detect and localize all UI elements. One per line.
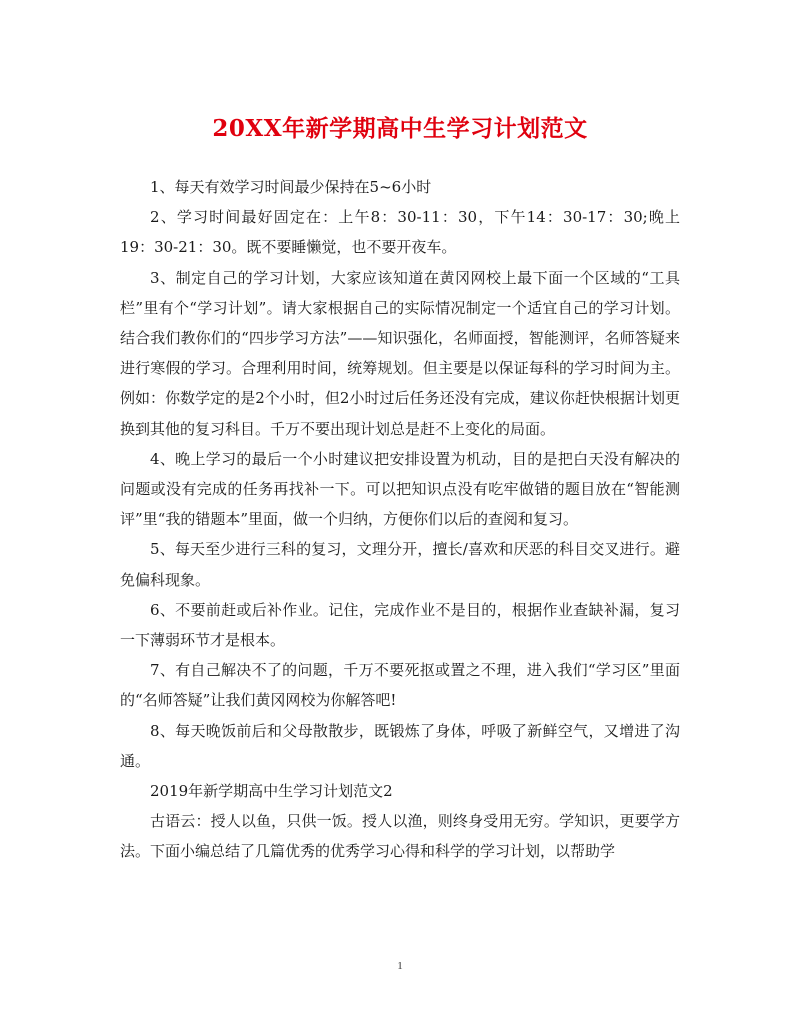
paragraph-3: 3、制定自己的学习计划，大家应该知道在黄冈网校上最下面一个区域的“工具栏”里有个“学习计划”。请大家根据自己的实际情况制定一个适宜自己的学习计划。结合我们教你们的“四步学习方法”——知识强化，名师面授，智能测评，名师答疑来进行寒假的学习。合理利用时间，统筹规划。但主要是以保证每科的学习时间为主。例如：你数学定的是2个小时，但2小时过后任务还没有完成，建议你赶快根据计划更换到其他的复习科目。千万不要出现计划总是赶不上变化的局面。 bbox=[120, 268, 680, 438]
paragraph-2: 2、学习时间最好固定在：上午8：30-11：30，下午14：30-17：30;晚上19：30-21：30。既不要睡懒觉，也不要开夜车。 bbox=[120, 208, 680, 257]
paragraph-7: 7、有自己解决不了的问题，千万不要死抠或置之不理，进入我们“学习区”里面的“名师答疑”让我们黄冈网校为你解答吧! bbox=[120, 661, 680, 710]
paragraph-8: 8、每天晚饭前后和父母散散步，既锻炼了身体，呼吸了新鲜空气，又增进了沟通。 bbox=[120, 721, 680, 770]
document-body bbox=[120, 172, 680, 867]
document-title: 20XX年新学期高中生学习计划范文 bbox=[212, 115, 588, 142]
paragraph-6: 6、不要前赶或后补作业。记住，完成作业不是目的，根据作业查缺补漏，复习一下薄弱环节才是根本。 bbox=[120, 600, 680, 650]
page-number: 1 bbox=[397, 960, 403, 972]
paragraph-1: 1、每天有效学习时间最少保持在5~6小时 bbox=[150, 178, 432, 196]
paragraph-intro: 古语云：授人以鱼，只供一饭。授人以渔，则终身受用无穷。学知识，更要学方法。下面小编总结了几篇优秀的优秀学习心得和科学的学习计划，以帮助学 bbox=[120, 812, 680, 861]
paragraph-5: 5、每天至少进行三科的复习，文理分开，擅长/喜欢和厌恶的科目交叉进行。避免偏科现象。 bbox=[120, 540, 680, 589]
paragraph-4: 4、晚上学习的最后一个小时建议把安排设置为机动，目的是把白天没有解决的问题或没有完成的任务再找补一下。可以把知识点没有吃牢做错的题目放在“智能测评”里“我的错题本”里面，做一个归纳，方便你们以后的查阅和复习。 bbox=[120, 449, 680, 529]
section-heading: 2019年新学期高中生学习计划范文2 bbox=[150, 782, 393, 801]
